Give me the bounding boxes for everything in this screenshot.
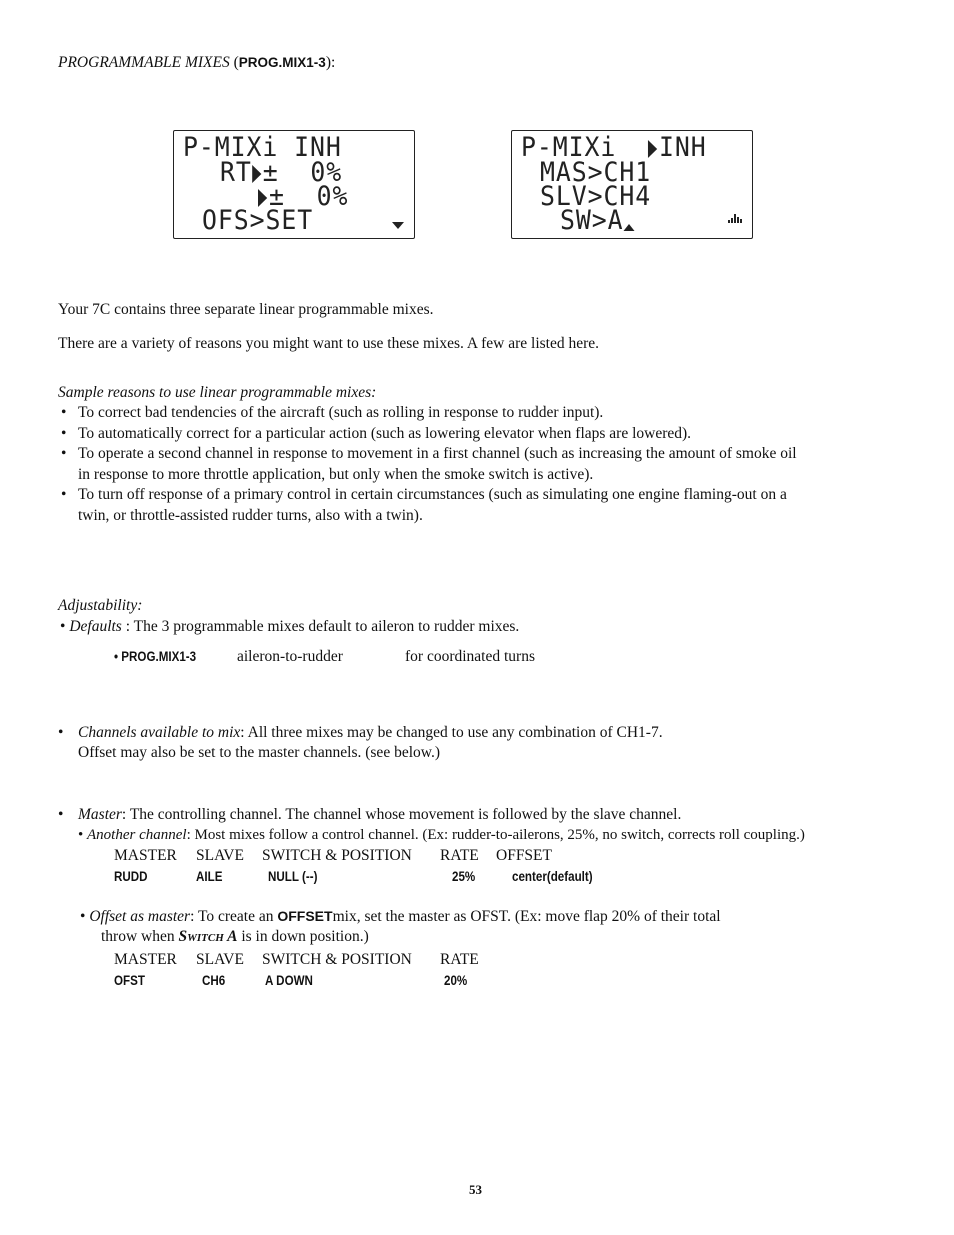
reason-item: To correct bad tendencies of the aircraft (such as rolling in response to rudder input). (78, 404, 604, 421)
table2-cell: OFST (114, 973, 145, 988)
title-close: ): (325, 54, 336, 71)
default-row-purpose: for coordinated turns (405, 648, 535, 665)
lcd-right-line2: MAS>CH1 (540, 157, 652, 188)
title-open: ( (229, 54, 239, 71)
table2-cell: A DOWN (265, 973, 313, 988)
bullet-icon: • (61, 445, 67, 462)
table2-header-rate: RATE (440, 951, 479, 968)
intro-paragraph-2: There are a variety of reasons you might want to use these mixes. A few are listed here. (58, 335, 600, 352)
title-code: PROG.MIX1-3 (238, 55, 326, 70)
master-text: : The controlling channel. The channel whose movement is followed by the slave channel. (121, 806, 682, 823)
reason-item: To operate a second channel in response to movement in a first channel (such as increasing the amount of smoke oil (78, 445, 797, 462)
defaults-line: • Defaults : The 3 programmable mixes default to aileron to rudder mixes. (60, 618, 520, 635)
reason-item-cont: in response to more throttle application, but only when the smoke switch is active). (78, 466, 594, 483)
master-line (78, 806, 681, 824)
offset-switch: Switch A (178, 928, 238, 945)
lcd-right-line4-label: SW>A (560, 205, 624, 236)
lcd-left-line1: P-MIXi INH (183, 132, 342, 163)
bullet-icon: • (58, 806, 64, 823)
table1-header-switch: SWITCH & POSITION (262, 847, 412, 864)
lcd-screen-left (173, 130, 415, 239)
table1-header-rate: RATE (440, 847, 479, 864)
reason-item: To turn off response of a primary control in certain circumstances (such as simulating one engine flaming-out on a (78, 486, 787, 503)
offset-text-d: is in down position.) (237, 928, 369, 945)
offset-label: Offset as master (89, 908, 191, 925)
reason-item-cont: twin, or throttle-assisted rudder turns, also with a twin). (78, 507, 423, 524)
master-label: Master (78, 806, 122, 823)
table1-cell: center(default) (512, 869, 593, 884)
defaults-text: : The 3 programmable mixes default to aileron to rudder mixes. (121, 618, 520, 635)
bullet-icon: • (61, 486, 67, 503)
offset-line: • Offset as master: To create an OFFSETmix, set the master as OFST. (Ex: move flap 20% of their total (80, 908, 721, 925)
table2-cell: 20% (444, 973, 468, 988)
scroll-down-icon (392, 222, 404, 229)
offset-code: OFFSET (277, 908, 333, 924)
cursor-arrow-icon (252, 165, 261, 183)
table1-cell: RUDD (114, 869, 148, 884)
table2-cell: CH6 (202, 973, 226, 988)
title-italic: PROGRAMMABLE MIXES (58, 54, 230, 71)
table2-header-switch: SWITCH & POSITION (262, 951, 412, 968)
lcd-left-line3-value: ± 0% (269, 181, 349, 212)
lcd-left-line2-label: RT (220, 157, 252, 188)
adjustability-heading: Adjustability: (58, 597, 143, 614)
another-channel-line: • Another channel: Most mixes follow a control channel. (Ex: rudder-to-ailerons, 25%, no switch, corrects roll coupling.) (78, 827, 805, 843)
lcd-screen-right (511, 130, 753, 239)
channels-label: Channels available to mix (78, 724, 241, 741)
switch-up-icon (624, 224, 635, 231)
offset-text-a: : To create an (190, 908, 278, 925)
cursor-arrow-icon (648, 140, 657, 158)
offset-text-c: throw when (101, 928, 179, 945)
table1-header-offset: OFFSET (496, 847, 552, 864)
default-row-mix: aileron-to-rudder (237, 648, 343, 665)
lcd-right-line3: SLV>CH4 (540, 181, 652, 212)
bullet-icon: • (61, 404, 67, 421)
channels-line-2: Offset may also be set to the master channels. (see below.) (78, 744, 440, 761)
lcd-right-line4 (560, 205, 635, 236)
table2-header-master: MASTER (114, 951, 177, 968)
reasons-heading: Sample reasons to use linear programmable mixes: (58, 384, 377, 401)
another-label: Another channel (87, 827, 187, 843)
lcd-left-line4: OFS>SET (202, 205, 314, 236)
page-title (58, 54, 335, 72)
page-number: 53 (469, 1182, 482, 1197)
table2-header-slave: SLAVE (196, 951, 244, 968)
lcd-right-line1-inh: INH (659, 132, 707, 163)
cursor-arrow-icon (258, 189, 267, 207)
table1-header-master: MASTER (114, 847, 177, 864)
lcd-right-line1-label: P-MIXi (521, 132, 617, 163)
intro-paragraph-1: Your 7C contains three separate linear programmable mixes. (58, 301, 434, 318)
bullet-icon: • (58, 724, 64, 741)
channels-line (78, 724, 663, 742)
table1-cell: AILE (196, 869, 223, 884)
reason-item: To automatically correct for a particular action (such as lowering elevator when flaps are lowered). (78, 425, 692, 442)
defaults-label: Defaults (69, 618, 122, 635)
table1-header-slave: SLAVE (196, 847, 244, 864)
offset-line-2 (101, 928, 369, 946)
offset-text-b: mix, set the master as OFST. (Ex: move flap 20% of their total (332, 908, 721, 925)
signal-bars-icon (728, 213, 744, 223)
bullet-icon: • (61, 425, 67, 442)
table1-cell: NULL (--) (268, 869, 318, 884)
table1-cell: 25% (452, 869, 476, 884)
lcd-left-line2-value: ± 0% (262, 157, 343, 188)
another-text: : Most mixes follow a control channel. (Ex: rudder-to-ailerons, 25%, no switch, corrects roll coupling.) (186, 827, 805, 843)
default-row-code: • PROG.MIX1-3 (114, 649, 197, 664)
channels-text: : All three mixes may be changed to use any combination of CH1-7. (240, 724, 663, 741)
